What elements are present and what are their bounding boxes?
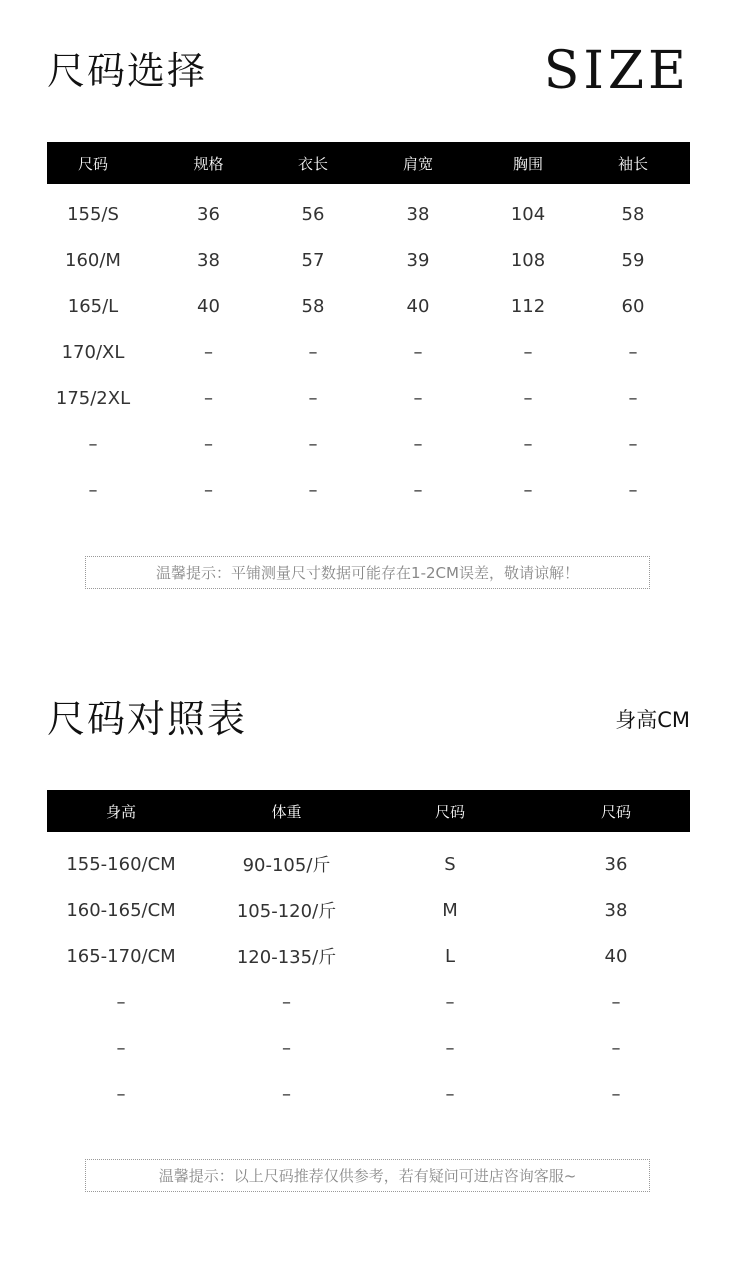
table-cell: – xyxy=(88,433,98,455)
table-cell: – xyxy=(116,991,126,1013)
header-cell-size-letter: 尺码 xyxy=(434,802,465,821)
size-chart-title: 尺码对照表 xyxy=(47,697,248,741)
table-cell: – xyxy=(308,479,318,501)
table-cell: 170/XL xyxy=(61,341,125,363)
height-unit-label: 身高CM xyxy=(615,708,690,732)
table-cell: 40 xyxy=(604,945,628,967)
table-cell: – xyxy=(523,341,533,363)
table-row xyxy=(47,979,690,1025)
table-cell: – xyxy=(628,341,638,363)
table-cell: 155/S xyxy=(67,203,119,225)
table-cell: 90-105/斤 xyxy=(242,855,331,876)
size-spec-table xyxy=(47,142,690,513)
table-cell: – xyxy=(611,1037,621,1059)
table-cell: – xyxy=(282,1037,291,1059)
table-cell: – xyxy=(628,433,638,455)
table-cell: 38 xyxy=(406,203,430,225)
table-cell: 112 xyxy=(510,295,546,317)
table-cell: 56 xyxy=(301,203,325,225)
header-cell-length: 衣长 xyxy=(297,154,328,173)
table-cell: – xyxy=(308,387,318,409)
table-cell: L xyxy=(444,945,456,967)
table-row xyxy=(47,467,690,513)
table-cell: – xyxy=(204,341,213,363)
table-cell: 105-120/斤 xyxy=(236,901,337,922)
table-cell: – xyxy=(413,341,423,363)
table-cell: 108 xyxy=(510,249,546,271)
table-cell: – xyxy=(116,1083,126,1105)
table-row xyxy=(47,421,690,467)
table-cell: 58 xyxy=(621,203,645,225)
table-cell: 160/M xyxy=(65,249,121,271)
table-cell: 36 xyxy=(197,203,220,225)
table-cell: S xyxy=(444,853,456,875)
table-row xyxy=(47,1071,690,1117)
table-cell: – xyxy=(611,991,621,1013)
table-cell: 40 xyxy=(197,295,220,317)
table-cell: – xyxy=(116,1037,126,1059)
table-cell: – xyxy=(413,479,423,501)
table-cell: 120-135/斤 xyxy=(236,947,337,968)
table-cell: – xyxy=(204,433,213,455)
table-cell: 165-170/CM xyxy=(66,945,176,967)
table-cell: – xyxy=(204,387,213,409)
table-cell: 39 xyxy=(406,249,430,271)
table-header xyxy=(47,790,690,832)
measurement-tip: 温馨提示：平铺测量尺寸数据可能存在1-2CM误差，敬请谅解！ xyxy=(85,556,650,589)
table-cell: – xyxy=(523,387,533,409)
table-cell: – xyxy=(413,387,423,409)
table-row xyxy=(47,1025,690,1071)
table-cell: 57 xyxy=(301,249,325,271)
table-row xyxy=(47,237,690,283)
header-cell-size-number: 尺码 xyxy=(600,802,631,821)
table-cell: 165/L xyxy=(67,295,119,317)
table-header xyxy=(47,142,690,184)
table-cell: – xyxy=(628,387,638,409)
table-cell: – xyxy=(611,1083,621,1105)
table-cell: 155-160/CM xyxy=(66,853,176,875)
table-row xyxy=(47,841,690,887)
table-row xyxy=(47,887,690,933)
table-cell: – xyxy=(282,991,291,1013)
table-row xyxy=(47,933,690,979)
header-cell-chest: 胸围 xyxy=(512,154,543,173)
header-cell-spec: 规格 xyxy=(193,154,224,173)
table-cell: – xyxy=(445,1037,455,1059)
table-cell: – xyxy=(628,479,638,501)
table-cell: 175/2XL xyxy=(55,387,131,409)
table-cell: – xyxy=(88,479,98,501)
table-row xyxy=(47,329,690,375)
table-cell: 38 xyxy=(197,249,220,271)
table-cell: – xyxy=(308,433,318,455)
header-cell-sleeve: 袖长 xyxy=(617,154,648,173)
table-row xyxy=(47,375,690,421)
header-cell-height: 身高 xyxy=(105,802,136,821)
recommendation-tip: 温馨提示：以上尺码推荐仅供参考，若有疑问可进店咨询客服~ xyxy=(85,1159,650,1192)
table-cell: – xyxy=(445,1083,455,1105)
table-cell: – xyxy=(445,991,455,1013)
size-selection-title: 尺码选择 xyxy=(47,49,208,93)
size-label: SIZE xyxy=(543,41,690,101)
header-cell-size: 尺码 xyxy=(77,154,108,173)
table-row xyxy=(47,191,690,237)
table-cell: 160-165/CM xyxy=(66,899,176,921)
header-cell-weight: 体重 xyxy=(271,802,302,821)
table-cell: – xyxy=(308,341,318,363)
table-cell: – xyxy=(282,1083,291,1105)
table-cell: 38 xyxy=(604,899,628,921)
table-cell: – xyxy=(523,479,533,501)
table-cell: – xyxy=(413,433,423,455)
table-cell: 104 xyxy=(510,203,546,225)
table-row xyxy=(47,283,690,329)
table-cell: 58 xyxy=(301,295,325,317)
header-cell-shoulder: 肩宽 xyxy=(402,154,433,173)
size-chart-table xyxy=(47,790,690,1117)
table-cell: 36 xyxy=(604,853,628,875)
table-cell: – xyxy=(523,433,533,455)
table-cell: 40 xyxy=(406,295,430,317)
table-cell: M xyxy=(442,899,458,921)
table-cell: 60 xyxy=(621,295,645,317)
table-cell: 59 xyxy=(621,249,645,271)
table-cell: – xyxy=(204,479,213,501)
